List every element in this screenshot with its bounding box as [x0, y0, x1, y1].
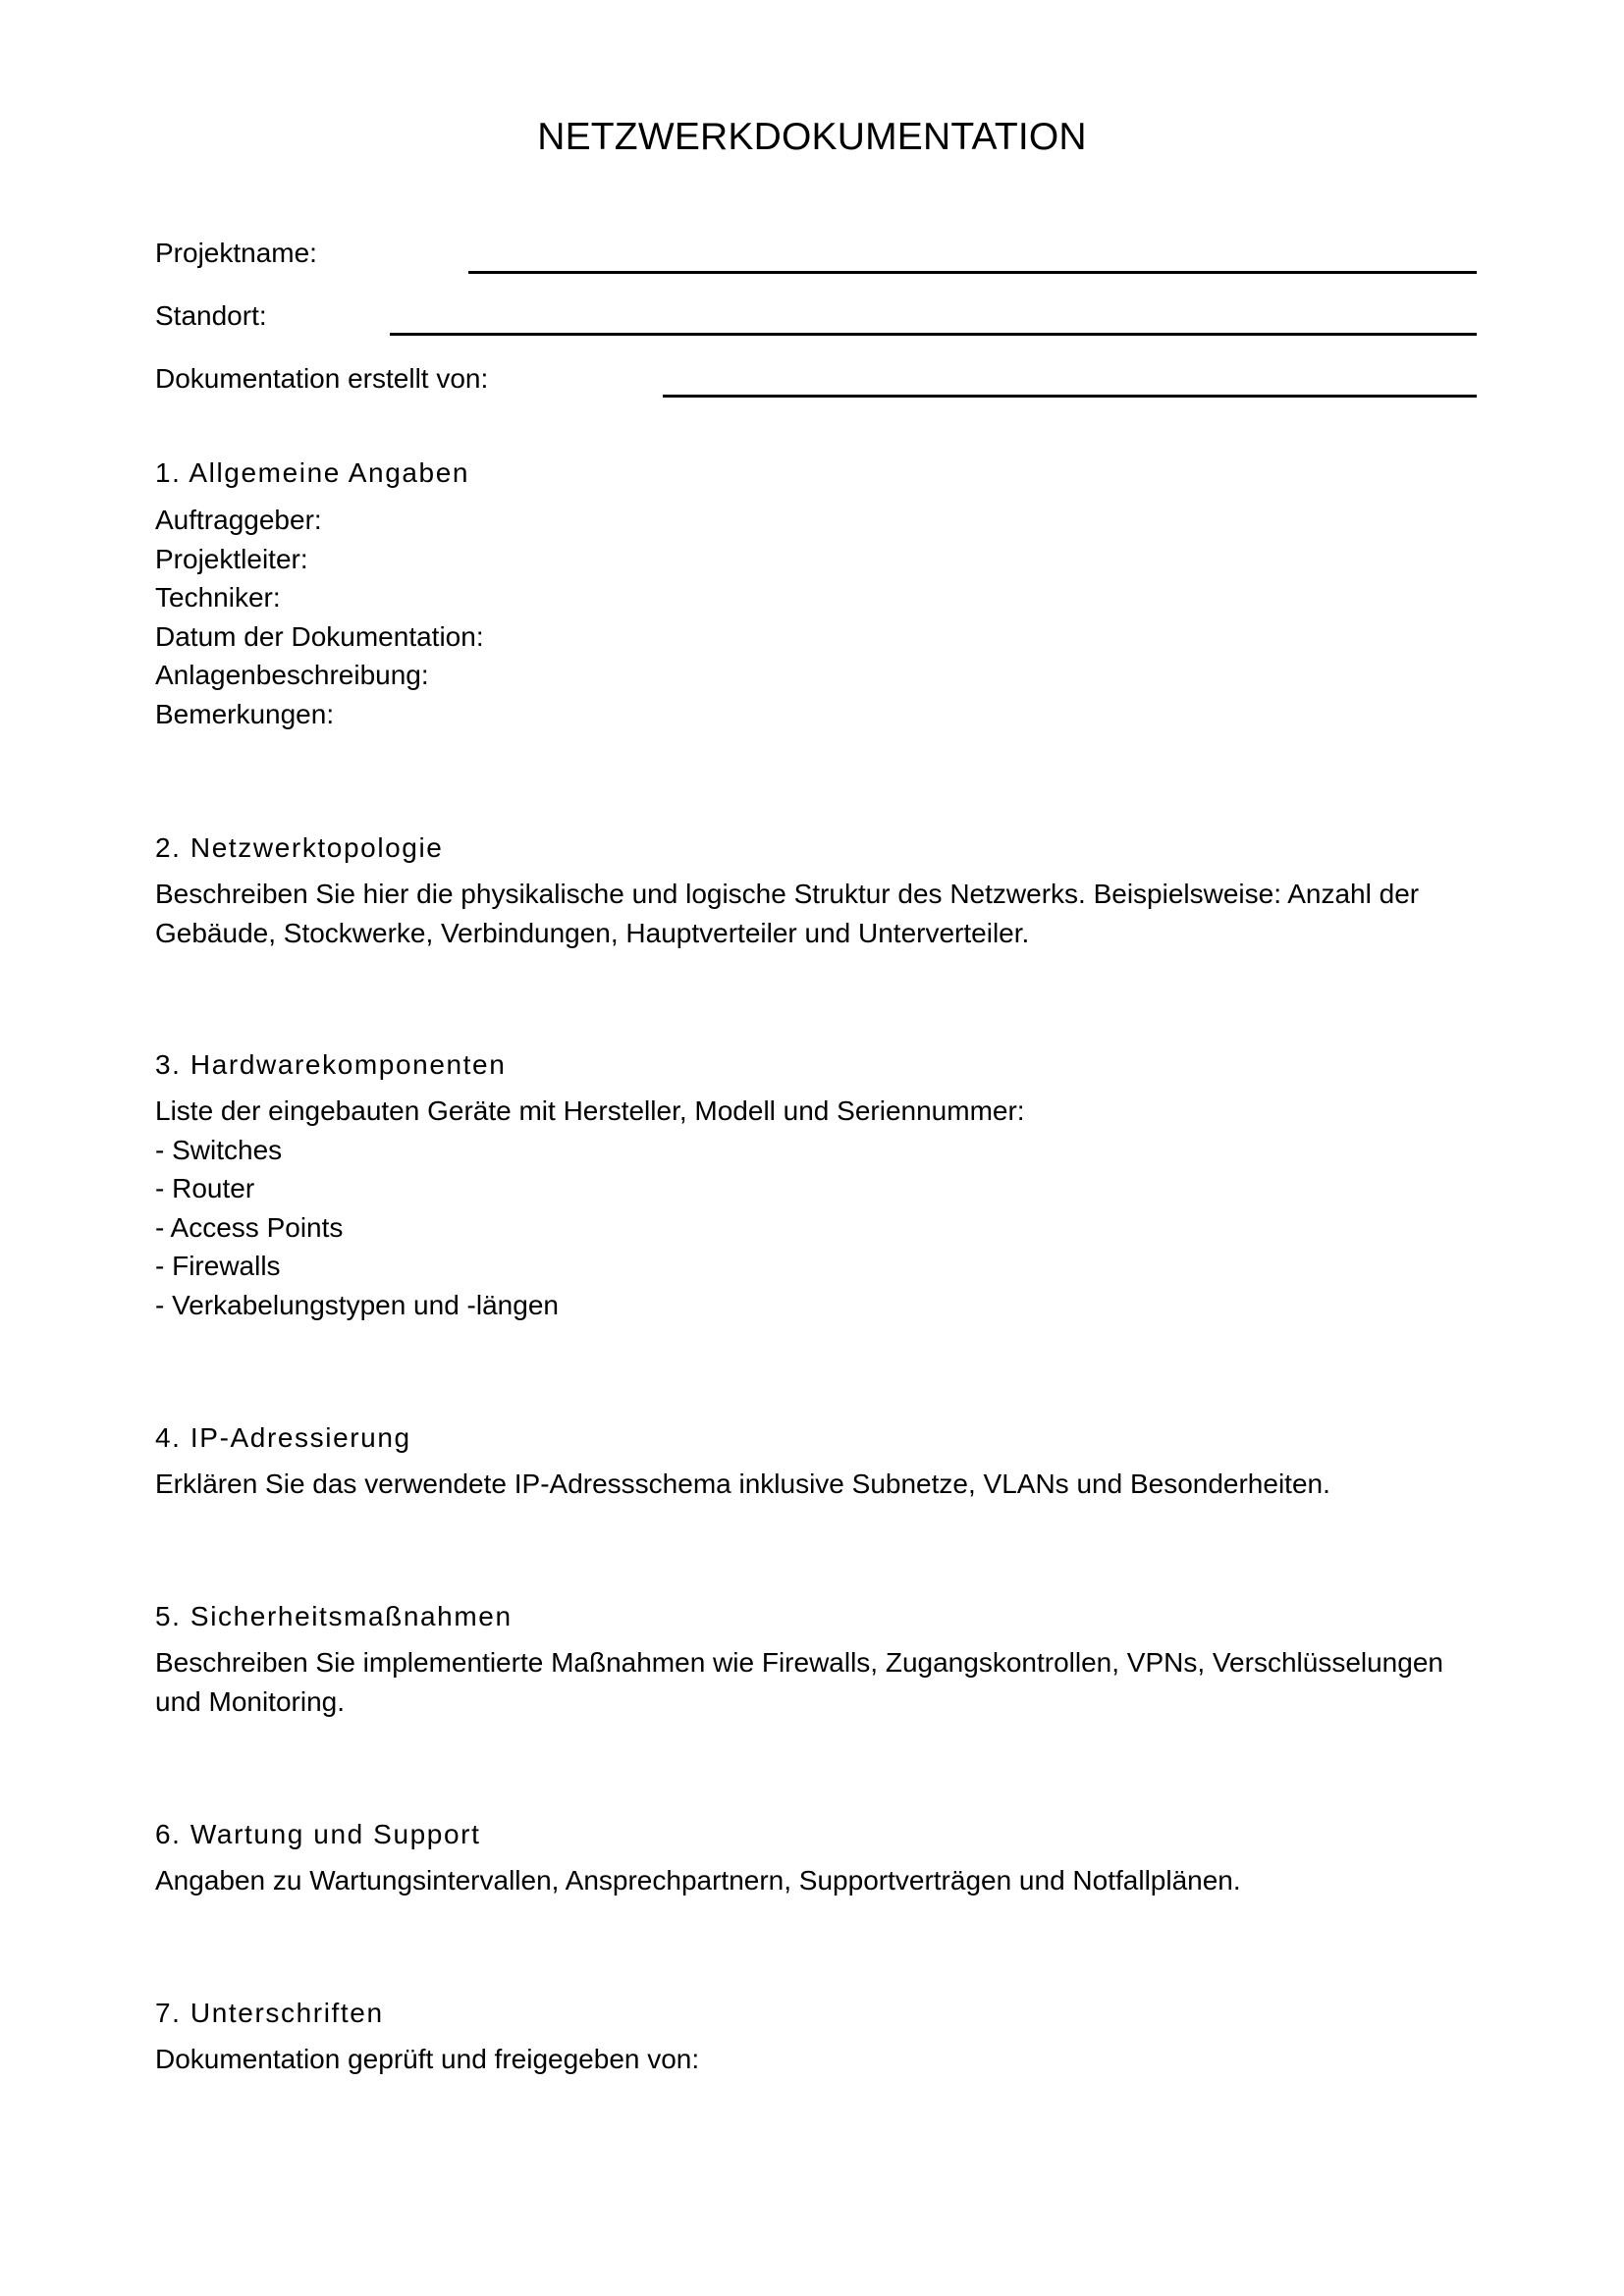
section-body-sicherheitsmassnahmen [155, 1643, 1481, 1721]
section-body-hardwarekomponenten [155, 1092, 1481, 1324]
text-line: - Firewalls [155, 1251, 281, 1281]
section-heading-sicherheitsmassnahmen: 5. Sicherheitsmaßnahmen [155, 1601, 513, 1631]
text-line: Gebäude, Stockwerke, Verbindungen, Hauptverteiler und Unterverteiler. [155, 917, 1030, 948]
text-line: - Switches [155, 1134, 283, 1165]
section-body-ip-adressierung [155, 1465, 1481, 1504]
text-line: Anlagenbeschreibung: [155, 660, 429, 690]
text-line: und Monitoring. [155, 1685, 346, 1717]
section-body-allgemeine-angaben [155, 501, 1481, 733]
section-heading-unterschriften: 7. Unterschriften [155, 1998, 384, 2028]
text-line: Projektleiter: [155, 543, 308, 574]
text-line: Beschreiben Sie implementierte Maßnahmen wie Firewalls, Zugangskontrollen, VPNs, Verschlüsselungen [155, 1647, 1443, 1678]
text-line: Datum der Dokumentation: [155, 620, 484, 652]
text-line: Beschreiben Sie hier die physikalische und logische Struktur des Netzwerks. Beispielsweise: Anzahl der [155, 879, 1420, 909]
text-line: Bemerkungen: [155, 698, 335, 729]
section-body-unterschriften [155, 2040, 1481, 2079]
text-line: - Router [155, 1173, 255, 1203]
section-heading-allgemeine-angaben: 1. Allgemeine Angaben [155, 457, 470, 488]
text-line: Erklären Sie das verwendete IP-Adressschema inklusive Subnetze, VLANs und Besonderheiten. [155, 1468, 1330, 1499]
text-line: Dokumentation geprüft und freigegeben von: [155, 2044, 700, 2074]
field-label-projektname: Projektname: [155, 238, 317, 268]
text-line: - Access Points [155, 1211, 344, 1243]
section-heading-wartung-support: 6. Wartung und Support [155, 1819, 481, 1849]
section-heading-netzwerktopologie: 2. Netzwerktopologie [155, 832, 444, 863]
section-heading-hardwarekomponenten: 3. Hardwarekomponenten [155, 1049, 507, 1080]
section-body-netzwerktopologie [155, 875, 1481, 952]
section-body-wartung-support [155, 1861, 1481, 1900]
text-line: - Verkabelungstypen und -längen [155, 1289, 559, 1320]
page-title: NETZWERKDOKUMENTATION [537, 116, 1087, 158]
field-label-erstellt-von: Dokumentation erstellt von: [155, 363, 489, 394]
text-line: Auftraggeber: [155, 505, 322, 535]
field-line-standort [390, 333, 1477, 336]
field-label-standort: Standort: [155, 300, 267, 331]
text-line: Angaben zu Wartungsintervallen, Ansprechpartnern, Supportverträgen und Notfallplänen. [155, 1865, 1241, 1896]
section-heading-ip-adressierung: 4. IP-Adressierung [155, 1422, 411, 1453]
field-line-erstellt-von [663, 395, 1477, 398]
text-line: Liste der eingebauten Geräte mit Hersteller, Modell und Seriennummer: [155, 1095, 1025, 1126]
field-line-projektname [468, 271, 1477, 274]
text-line: Techniker: [155, 582, 281, 613]
